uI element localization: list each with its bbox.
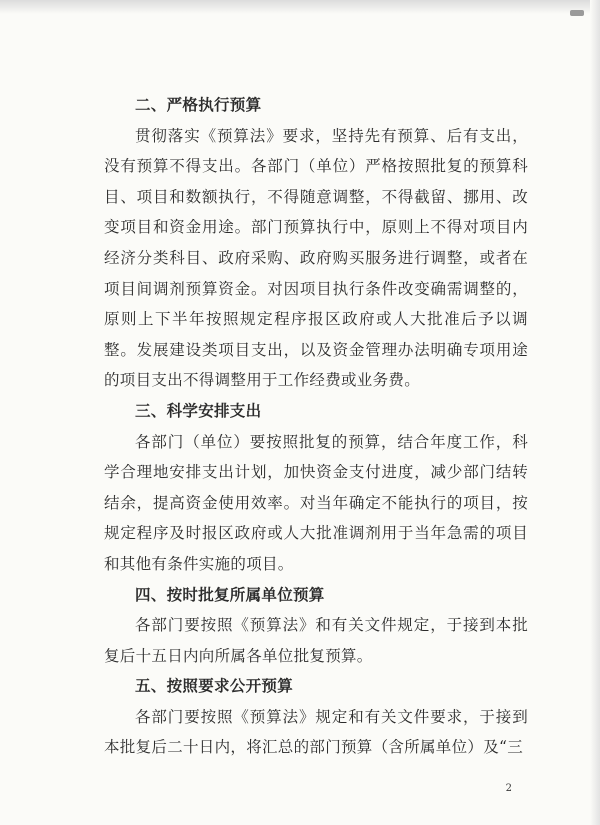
section-heading-timely-approval: 四、按时批复所属单位预算 xyxy=(135,585,325,604)
scan-shadow-top xyxy=(0,0,600,14)
section-paragraph-strict-execution: 贯彻落实《预算法》要求，坚持先有预算、后有支出，没有预算不得支出。各部门（单位）严格按照批复的预算科目、项目和数额执行，不得随意调整，不得截留、挪用、改变项目和资金用途。部门预算执行中，原则上不得对项目内经济分类科目、政府采购、政府购买服务进行调整，或者在项目间调剂预算资金。对因项目执行条件改变确需调整的，原则上下半年按照规定程序报区政府或人大批准后予以调整。发展建设类项目支出，以及资金管理办法明确专项用途的项目支出不得调整用于工作经费或业务费。 xyxy=(104,126,528,390)
section-paragraph-public-disclosure: 各部门要按照《预算法》规定和有关文件要求，于接到本批复后二十日内，将汇总的部门预算（含所属单位）及“三 xyxy=(104,707,528,757)
section-paragraph-timely-approval: 各部门要按照《预算法》和有关文件规定，于接到本批复后十五日内向所属各单位批复预算。 xyxy=(104,616,528,665)
scan-shadow-right xyxy=(590,0,600,825)
section-paragraph-scientific-arrangement: 各部门（单位）要按照批复的预算，结合年度工作，科学合理地安排支出计划，加快资金支付进度，减少部门结转结余，提高资金使用效率。对当年确定不能执行的项目，按规定程序及时报区政府或人大批准调剂用于当年急需的项目和其他有条件实施的项目。 xyxy=(104,432,528,573)
document-body xyxy=(104,90,528,763)
section-heading-strict-execution: 二、严格执行预算 xyxy=(135,96,262,114)
section-heading-scientific-arrangement: 三、科学安排支出 xyxy=(135,401,262,420)
page-number: 2 xyxy=(505,783,512,794)
section-heading-public-disclosure: 五、按照要求公开预算 xyxy=(135,677,294,696)
scan-corner-mark xyxy=(570,10,584,16)
